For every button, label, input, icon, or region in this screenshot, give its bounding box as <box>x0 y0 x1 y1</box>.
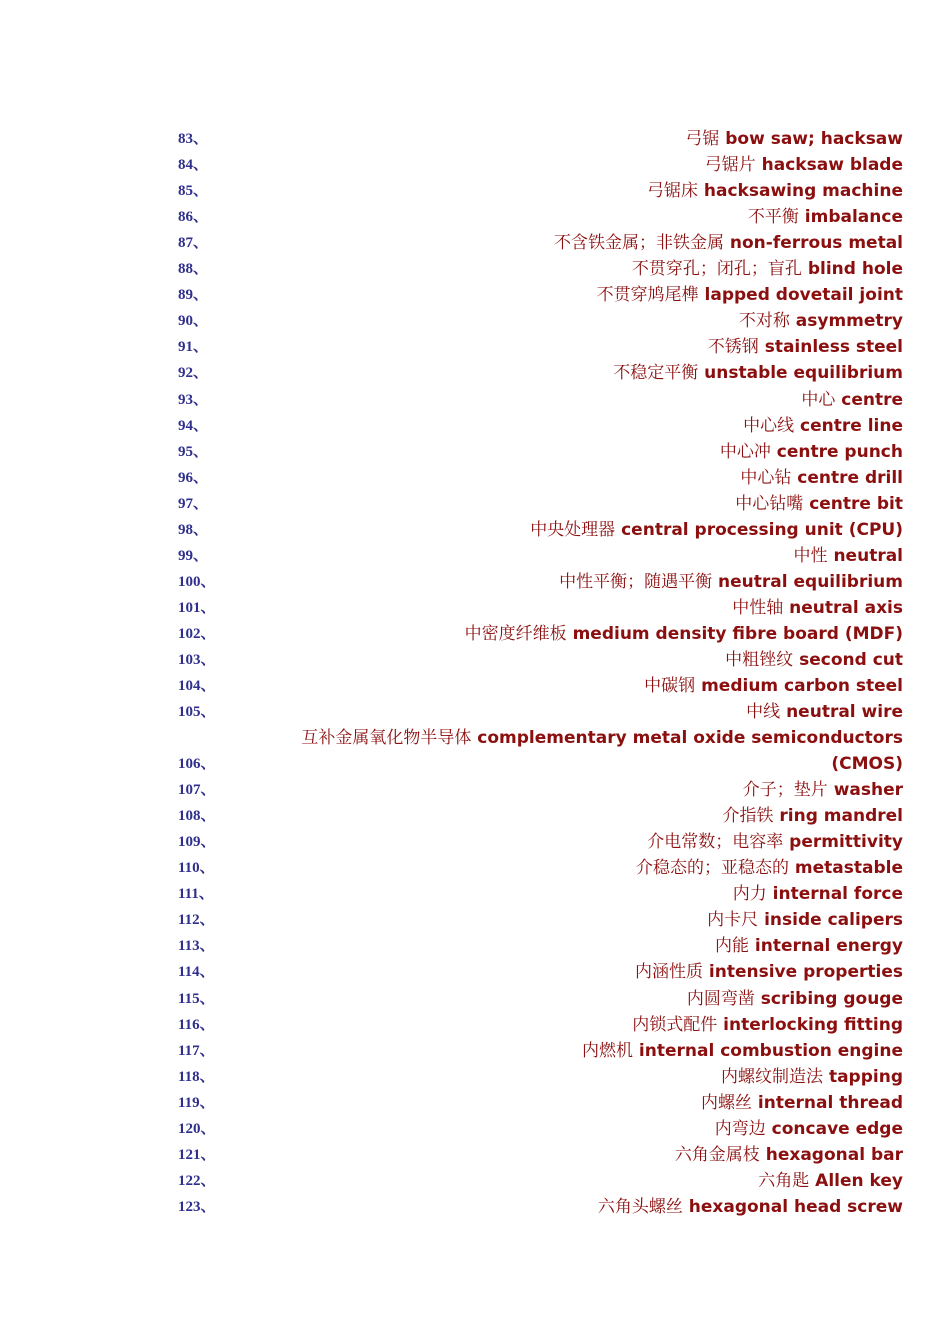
entry-english: scribing gouge <box>760 988 903 1009</box>
glossary-entry <box>170 985 903 1011</box>
entry-chinese: 六角金属枝 <box>674 1144 760 1165</box>
entry-chinese: 中线 <box>746 702 781 723</box>
entry-chinese: 内螺纹制造法 <box>721 1066 824 1087</box>
entry-chinese: 内力 <box>732 884 767 905</box>
entry-number: 97、 <box>178 495 209 512</box>
glossary-entry <box>170 439 903 465</box>
entry-number: 99、 <box>178 547 209 564</box>
entry-english: ring mandrel <box>779 806 903 827</box>
entry-number: 91、 <box>178 339 209 356</box>
entry-chinese: 介稳态的；亚稳态的 <box>635 858 789 879</box>
glossary-entry <box>170 1012 903 1038</box>
entry-term <box>228 413 903 439</box>
entry-english: washer <box>833 780 903 801</box>
entry-english: internal force <box>772 884 903 905</box>
entry-chinese: 内弯边 <box>714 1118 766 1139</box>
glossary-entry <box>170 933 903 959</box>
entry-chinese: 不平衡 <box>747 207 799 228</box>
glossary-entry <box>170 126 903 152</box>
entry-term <box>228 517 903 543</box>
entry-number: 105、 <box>178 704 216 721</box>
entry-chinese: 中密度纤维板 <box>464 623 567 644</box>
entry-term <box>228 1142 903 1168</box>
entry-term <box>228 569 903 595</box>
entry-term <box>228 1194 903 1220</box>
entry-term <box>228 673 903 699</box>
entry-chinese: 六角匙 <box>758 1170 810 1191</box>
entry-number: 84、 <box>178 157 209 174</box>
entry-english: tapping <box>828 1066 903 1087</box>
entry-number: 95、 <box>178 443 209 460</box>
entry-number: 101、 <box>178 599 216 616</box>
entry-number: 88、 <box>178 261 209 278</box>
entry-term <box>228 204 903 230</box>
entry-chinese: 不锈钢 <box>707 337 759 358</box>
glossary-entry <box>170 282 903 308</box>
glossary-entry <box>170 204 903 230</box>
entry-chinese: 中性平衡；随遇平衡 <box>559 571 713 592</box>
glossary-entry <box>170 1064 903 1090</box>
entry-english: neutral wire <box>786 702 903 723</box>
entry-term <box>228 1012 903 1038</box>
entry-chinese: 介电常数；电容率 <box>647 832 784 853</box>
entry-chinese: 内卡尺 <box>707 910 759 931</box>
entry-chinese: 不贯穿孔；闭孔；盲孔 <box>631 259 802 280</box>
glossary-entry <box>170 256 903 282</box>
entry-term <box>228 1064 903 1090</box>
entry-number: 120、 <box>178 1120 216 1137</box>
entry-term <box>228 647 903 673</box>
entry-chinese: 不含铁金属；非铁金属 <box>553 233 724 254</box>
entry-term <box>228 986 903 1012</box>
glossary-entry <box>170 881 903 907</box>
entry-english: unstable equilibrium <box>704 363 903 384</box>
entry-term <box>228 334 903 360</box>
glossary-entry <box>170 777 903 803</box>
entry-number: 92、 <box>178 365 209 382</box>
entry-chinese: 内燃机 <box>582 1040 633 1061</box>
entry-chinese: 弓锯 <box>685 129 720 150</box>
entry-chinese: 中心钻嘴 <box>735 493 804 514</box>
entry-number: 118、 <box>178 1068 215 1085</box>
entry-chinese: 介子；垫片 <box>742 780 828 801</box>
glossary-entry <box>170 465 903 491</box>
entry-chinese: 互补金属氧化物半导体 <box>301 728 472 749</box>
entry-term <box>228 803 903 829</box>
entry-number: 103、 <box>178 651 216 668</box>
entry-number: 123、 <box>178 1198 216 1215</box>
entry-english: non-ferrous metal <box>729 233 903 254</box>
entry-english: imbalance <box>804 207 903 228</box>
entry-english: centre bit <box>809 493 903 514</box>
entry-chinese: 中心线 <box>743 415 795 436</box>
glossary-entry <box>170 334 903 360</box>
entry-number: 85、 <box>178 183 209 200</box>
entry-term <box>228 725 903 777</box>
glossary-entry <box>170 1090 903 1116</box>
entry-term <box>228 126 903 152</box>
entry-english: hexagonal head screw <box>688 1196 903 1217</box>
entry-number: 102、 <box>178 625 216 642</box>
entry-term <box>228 881 903 907</box>
entry-number: 111、 <box>178 886 214 903</box>
entry-english: centre drill <box>797 467 903 488</box>
entry-number: 90、 <box>178 313 209 330</box>
entry-chinese: 弓锯床 <box>646 181 698 202</box>
entry-english: hacksawing machine <box>703 181 903 202</box>
entry-chinese: 中央处理器 <box>530 519 616 540</box>
entry-term <box>228 777 903 803</box>
entry-chinese: 中性轴 <box>732 597 784 618</box>
glossary-list <box>170 126 903 1220</box>
entry-english: concave edge <box>771 1118 903 1139</box>
entry-term <box>228 829 903 855</box>
entry-number: 115、 <box>178 990 215 1007</box>
entry-number: 117、 <box>178 1042 215 1059</box>
glossary-entry <box>170 673 903 699</box>
entry-english: neutral equilibrium <box>718 571 903 592</box>
glossary-entry <box>170 1194 903 1220</box>
entry-term <box>228 152 903 178</box>
entry-chinese: 不稳定平衡 <box>613 363 699 384</box>
entry-term <box>228 959 903 985</box>
glossary-entry <box>170 386 903 412</box>
entry-term <box>228 230 903 256</box>
entry-term <box>228 1038 903 1064</box>
entry-term <box>228 907 903 933</box>
entry-english: permittivity <box>789 832 903 853</box>
entry-chinese: 弓锯片 <box>704 155 756 176</box>
entry-english: central processing unit (CPU) <box>621 519 903 540</box>
glossary-entry <box>170 517 903 543</box>
glossary-entry <box>170 855 903 881</box>
entry-chinese: 中心 <box>801 389 836 410</box>
entry-term <box>228 543 903 569</box>
entry-term <box>228 1116 903 1142</box>
entry-number: 96、 <box>178 469 209 486</box>
entry-chinese: 六角头螺丝 <box>597 1196 683 1217</box>
glossary-entry <box>170 413 903 439</box>
entry-term <box>228 439 903 465</box>
entry-english: lapped dovetail joint <box>704 285 903 306</box>
entry-english: metastable <box>794 858 903 879</box>
entry-english: neutral <box>833 545 903 566</box>
entry-term <box>228 360 903 386</box>
entry-number: 108、 <box>178 808 216 825</box>
entry-term <box>228 595 903 621</box>
glossary-entry <box>170 647 903 673</box>
entry-number: 104、 <box>178 678 216 695</box>
entry-english: internal thread <box>757 1092 903 1113</box>
entry-number: 100、 <box>178 573 216 590</box>
glossary-entry <box>170 178 903 204</box>
entry-english: centre punch <box>776 441 903 462</box>
entry-english: neutral axis <box>789 597 903 618</box>
entry-english: internal combustion engine <box>638 1040 903 1061</box>
entry-chinese: 内圆弯凿 <box>686 988 755 1009</box>
entry-number: 86、 <box>178 209 209 226</box>
glossary-entry <box>170 595 903 621</box>
entry-english: medium carbon steel <box>701 676 903 697</box>
entry-term <box>228 387 903 413</box>
glossary-entry <box>170 1038 903 1064</box>
entry-term <box>228 699 903 725</box>
entry-number: 107、 <box>178 782 216 799</box>
entry-english: bow saw; hacksaw <box>725 129 903 150</box>
glossary-entry <box>170 907 903 933</box>
entry-term <box>228 933 903 959</box>
glossary-entry <box>170 1168 903 1194</box>
entry-chinese: 内能 <box>714 936 749 957</box>
entry-term <box>228 178 903 204</box>
glossary-entry <box>170 725 903 777</box>
entry-chinese: 内涵性质 <box>634 962 703 983</box>
glossary-entry <box>170 360 903 386</box>
entry-number: 89、 <box>178 287 209 304</box>
entry-english: internal energy <box>754 936 903 957</box>
entry-number: 119、 <box>178 1094 215 1111</box>
glossary-entry <box>170 230 903 256</box>
entry-number: 106、 <box>178 756 216 773</box>
entry-number: 87、 <box>178 235 209 252</box>
glossary-entry <box>170 569 903 595</box>
glossary-entry <box>170 1142 903 1168</box>
entry-english: intensive properties <box>708 962 903 983</box>
entry-chinese: 中碳钢 <box>644 676 696 697</box>
entry-english: centre <box>841 389 903 410</box>
entry-chinese: 介指铁 <box>722 806 774 827</box>
glossary-entry <box>170 491 903 517</box>
entry-chinese: 不对称 <box>738 311 790 332</box>
entry-number: 116、 <box>178 1016 215 1033</box>
entry-english: second cut <box>799 649 903 670</box>
entry-term <box>228 282 903 308</box>
entry-number: 121、 <box>178 1146 216 1163</box>
entry-number: 122、 <box>178 1172 216 1189</box>
entry-number: 83、 <box>178 131 209 148</box>
entry-term <box>228 1168 903 1194</box>
glossary-entry <box>170 803 903 829</box>
entry-term <box>228 621 903 647</box>
entry-chinese: 内锁式配件 <box>632 1014 718 1035</box>
entry-english: interlocking fitting <box>723 1014 903 1035</box>
entry-chinese: 中粗锉纹 <box>725 649 794 670</box>
glossary-entry <box>170 699 903 725</box>
glossary-entry <box>170 543 903 569</box>
glossary-entry <box>170 1116 903 1142</box>
entry-english: inside calipers <box>764 910 903 931</box>
entry-term <box>228 1090 903 1116</box>
entry-english: centre line <box>800 415 903 436</box>
entry-number: 94、 <box>178 417 209 434</box>
entry-number: 109、 <box>178 834 216 851</box>
entry-english: blind hole <box>807 259 903 280</box>
glossary-entry <box>170 308 903 334</box>
entry-term <box>228 256 903 282</box>
entry-term <box>228 855 903 881</box>
entry-english: asymmetry <box>795 311 903 332</box>
entry-chinese: 中心冲 <box>719 441 771 462</box>
entry-english: hacksaw blade <box>761 155 903 176</box>
entry-term <box>228 491 903 517</box>
entry-chinese: 内螺丝 <box>701 1092 752 1113</box>
glossary-entry <box>170 621 903 647</box>
entry-term <box>228 308 903 334</box>
entry-chinese: 不贯穿鸠尾榫 <box>596 285 699 306</box>
entry-term <box>228 465 903 491</box>
entry-english: hexagonal bar <box>765 1144 903 1165</box>
glossary-entry <box>170 959 903 985</box>
entry-english: complementary metal oxide semiconductors (CMOS) <box>477 728 903 775</box>
glossary-entry <box>170 829 903 855</box>
entry-number: 110、 <box>178 860 215 877</box>
entry-english: stainless steel <box>764 337 903 358</box>
entry-number: 113、 <box>178 938 215 955</box>
entry-number: 112、 <box>178 912 215 929</box>
entry-chinese: 中心钻 <box>740 467 792 488</box>
entry-chinese: 中性 <box>793 545 828 566</box>
entry-number: 98、 <box>178 521 209 538</box>
entry-number: 93、 <box>178 391 209 408</box>
glossary-entry <box>170 152 903 178</box>
entry-english: medium density fibre board (MDF) <box>572 623 903 644</box>
entry-number: 114、 <box>178 964 215 981</box>
entry-english: Allen key <box>815 1170 903 1191</box>
